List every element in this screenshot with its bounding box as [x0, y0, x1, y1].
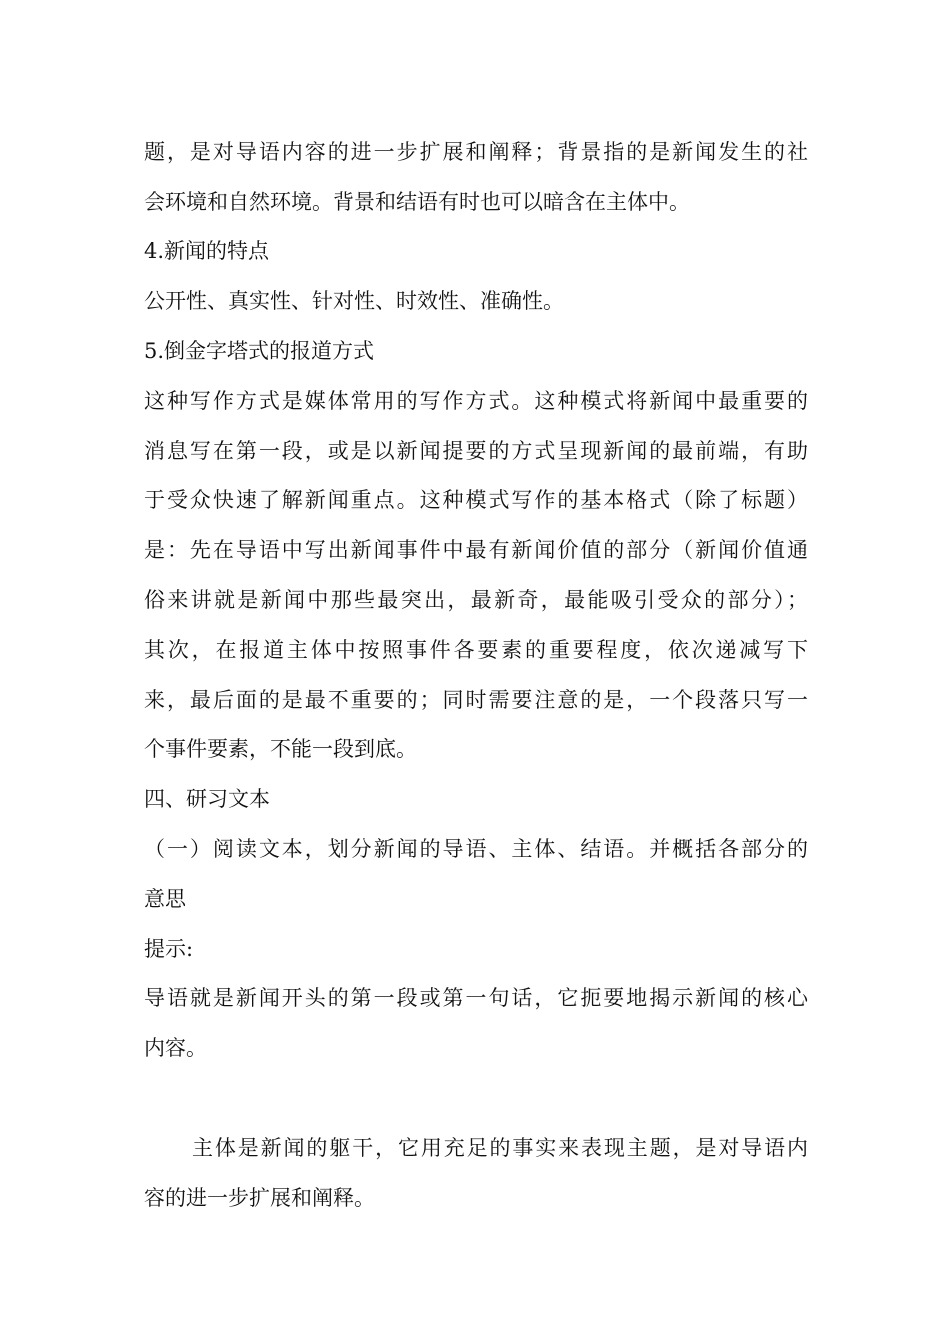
text-line: 题，是对导语内容的进一步扩展和阐释；背景指的是新闻发生的社: [144, 140, 808, 164]
text-line: 个事件要素，不能一段到底。: [144, 737, 417, 761]
section-heading: 5.倒金字塔式的报道方式: [144, 339, 375, 363]
text-line: 容的进一步扩展和阐释。: [144, 1186, 375, 1210]
section-heading: 四、研习文本: [144, 787, 270, 811]
text-line: 于受众快速了解新闻重点。这种模式写作的基本格式（除了标题）: [144, 488, 808, 512]
text-line: 内容。: [144, 1036, 207, 1060]
text-line: 是：先在导语中写出新闻事件中最有新闻价值的部分（新闻价值通: [144, 538, 808, 562]
text-line: 公开性、真实性、针对性、时效性、准确性。: [144, 289, 564, 313]
text-line: 来，最后面的是最不重要的；同时需要注意的是，一个段落只写一: [144, 688, 808, 712]
text-line: 导语就是新闻开头的第一段或第一句话，它扼要地揭示新闻的核心: [144, 986, 808, 1010]
document-page: [144, 0, 808, 1344]
text-line: 会环境和自然环境。背景和结语有时也可以暗含在主体中。: [144, 190, 690, 214]
text-line: 意思: [144, 887, 186, 911]
text-line: （一）阅读文本，划分新闻的导语、主体、结语。并概括各部分的: [144, 837, 808, 861]
text-line: 其次，在报道主体中按照事件各要素的重要程度，依次递减写下: [144, 638, 808, 662]
hint-label: 提示:: [144, 937, 194, 961]
text-line: 消息写在第一段，或是以新闻提要的方式呈现新闻的最前端，有助: [144, 439, 808, 463]
section-heading: 4.新闻的特点: [144, 239, 270, 263]
text-line: 这种写作方式是媒体常用的写作方式。这种模式将新闻中最重要的: [144, 389, 808, 413]
text-line: 俗来讲就是新闻中那些最突出，最新奇，最能吸引受众的部分）；: [144, 588, 808, 612]
text-line: 主体是新闻的躯干，它用充足的事实来表现主题，是对导语内: [192, 1136, 808, 1160]
